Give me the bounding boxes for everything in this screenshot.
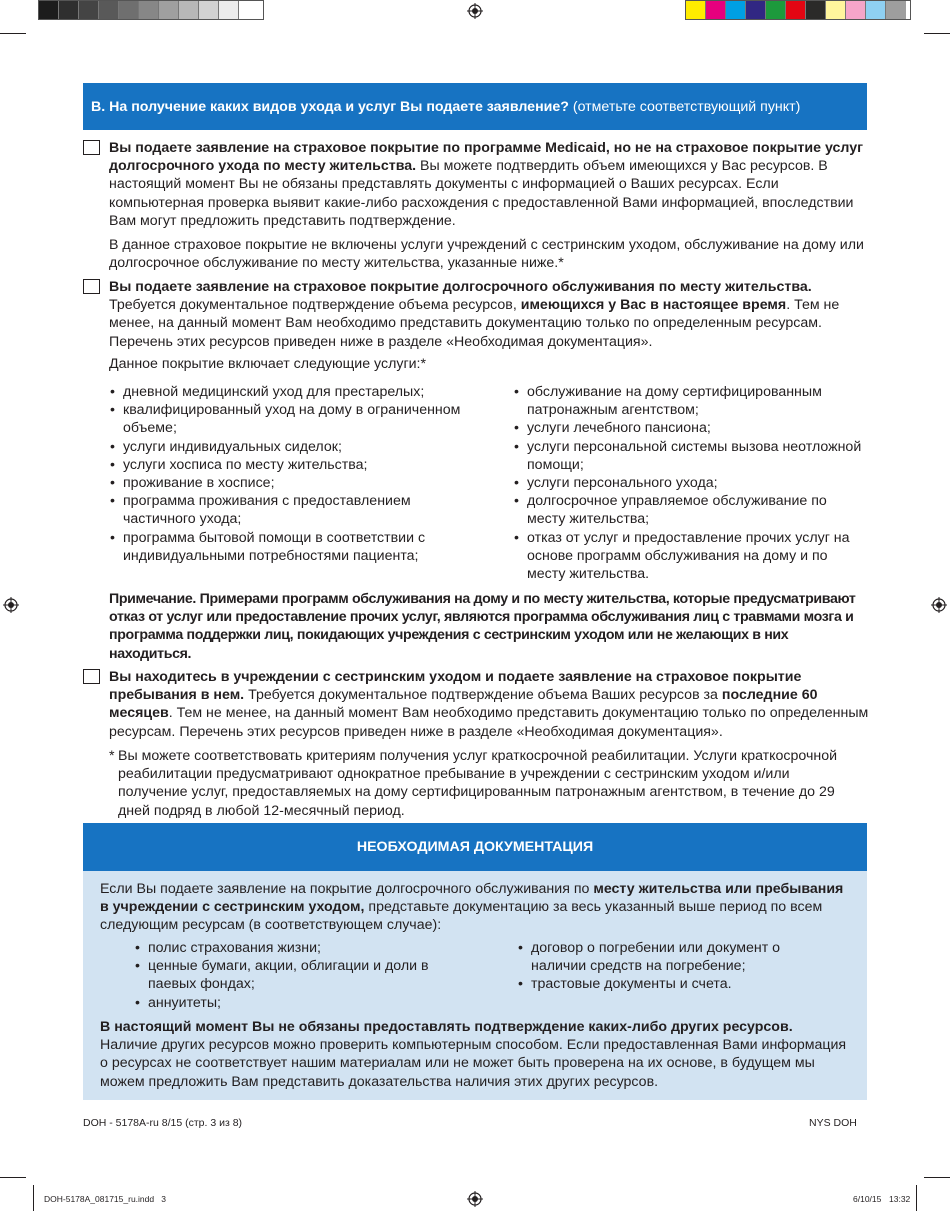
file-name: DOH-5178A_081715_ru.indd 3 bbox=[44, 1194, 166, 1204]
form-id: DOH - 5178A-ru 8/15 (стр. 3 из 8) bbox=[83, 1117, 243, 1129]
service-item: • квалифицированный уход на дому в ограниченном объеме; bbox=[109, 401, 479, 437]
service-item: • обслуживание на дому сертифицированным патронажным агентством; bbox=[513, 383, 869, 419]
service-item: • услуги индивидуальных сиделок; bbox=[109, 438, 479, 456]
footnote-mark: * bbox=[109, 748, 115, 764]
option-community-care-checkbox[interactable] bbox=[83, 279, 100, 294]
service-item: • услуги персонального ухода; bbox=[513, 474, 869, 492]
color-swatch bbox=[866, 1, 886, 19]
print-date: 6/10/15 bbox=[853, 1194, 882, 1204]
document-item: • полис страхования жизни; bbox=[134, 939, 464, 957]
document-item: • ценные бумаги, акции, облигации и доли в паевых фондах; bbox=[134, 957, 464, 993]
service-item: • услуги персональной системы вызова неотложной помощи; bbox=[513, 438, 869, 474]
service-item: • проживание в хосписе; bbox=[109, 474, 479, 492]
color-swatch bbox=[686, 1, 706, 19]
registration-mark-icon bbox=[931, 597, 947, 613]
crop-mark bbox=[916, 1185, 917, 1211]
color-swatch bbox=[39, 1, 59, 19]
section-b-title: B. На получение каких видов ухода и услуг Вы подаете заявление? (отметьте соответствующий пункт) bbox=[91, 98, 801, 115]
section-b-header bbox=[83, 83, 867, 130]
services-note: Примечание. Примерами программ обслуживания на дому и по месту жительства, которые предусматривают отказ от услуг или предоставление прочих услуг, являются программа обслуживания лиц с травмами мозга и программа поддержки лиц, покидающих учреждения с сестринским уходом или не желающих в них находиться. bbox=[109, 591, 856, 662]
services-list-left bbox=[109, 383, 479, 565]
service-item: • программа бытовой помощи в соответствии с индивидуальными потребностями пациента; bbox=[109, 529, 479, 565]
color-swatch bbox=[806, 1, 826, 19]
color-swatch bbox=[219, 1, 239, 19]
color-swatch bbox=[786, 1, 806, 19]
registration-mark-icon bbox=[467, 3, 483, 19]
documentation-closing: В настоящий момент Вы не обязаны предоставлять подтверждение каких-либо других ресурсов. Наличие других ресурсов можно проверить компьютерным способом. Если предоставленная Вами информация о ресурсах не соответствует нашим материалам или не может быть проверена на их основе, в будущем мы можем предложить Вам представить доказательства наличия этих других ресурсов. bbox=[100, 1019, 847, 1090]
option-nursing-home-checkbox[interactable] bbox=[83, 669, 100, 684]
color-swatch bbox=[846, 1, 866, 19]
color-swatch bbox=[79, 1, 99, 19]
documentation-list-right bbox=[517, 939, 817, 994]
color-swatch bbox=[159, 1, 179, 19]
documentation-title: НЕОБХОДИМАЯ ДОКУМЕНТАЦИЯ bbox=[356, 839, 594, 855]
color-swatch bbox=[239, 1, 259, 19]
color-swatch bbox=[886, 1, 906, 19]
registration-mark-icon bbox=[467, 1191, 483, 1207]
color-swatch bbox=[139, 1, 159, 19]
service-item: • услуги лечебного пансиона; bbox=[513, 419, 869, 437]
crop-mark bbox=[0, 1177, 26, 1178]
services-list-right bbox=[513, 383, 869, 583]
service-item: • долгосрочное управляемое обслуживание по месту жительства; bbox=[513, 492, 869, 528]
documentation-list-left bbox=[134, 939, 464, 1012]
crop-mark bbox=[924, 33, 950, 34]
documentation-intro: Если Вы подаете заявление на покрытие долгосрочного обслуживания по месту жительства или пребывания в учреждении с сестринским уходом, представьте документацию за весь указанный выше период по всем следующим ресурсам (в соответствующем случае): bbox=[100, 881, 844, 934]
option-nursing-home-text: Вы находитесь в учреждении с сестринским уходом и подаете заявление на страховое покрытие пребывания в нем. Требуется документальное подтверждение объема Ваших ресурсов за последние 60 месяцев. Тем не менее, на данный момент Вам необходимо представить документацию только по определенным ресурсам. Перечень этих ресурсов приведен ниже в разделе «Необходимая документация». bbox=[109, 669, 869, 740]
option-community-care-text: Вы подаете заявление на страховое покрытие долгосрочного обслуживания по месту жительства. Требуется документальное подтверждение объема ресурсов, имеющихся у Вас в настоящее время. Тем не менее, на данный момент Вам необходимо представить документацию только по определенным ресурсам. Перечень этих ресурсов приведен ниже в разделе «Необходимая документация». bbox=[109, 279, 840, 350]
service-item: • дневной медицинский уход для престарелых; bbox=[109, 383, 479, 401]
registration-mark-icon bbox=[3, 597, 19, 613]
grayscale-color-bar bbox=[38, 0, 264, 20]
service-item: • программа проживания с предоставлением частичного ухода; bbox=[109, 492, 479, 528]
color-swatch bbox=[706, 1, 726, 19]
color-swatch bbox=[726, 1, 746, 19]
service-item: • отказ от услуг и предоставление прочих услуг на основе программ обслуживания на дому и по месту жительства. bbox=[513, 529, 869, 584]
document-item: • договор о погребении или документ о наличии средств на погребение; bbox=[517, 939, 817, 975]
color-swatch bbox=[199, 1, 219, 19]
documentation-header bbox=[83, 823, 867, 871]
process-color-bar bbox=[685, 0, 911, 20]
color-swatch bbox=[766, 1, 786, 19]
option-medicaid-note: В данное страховое покрытие не включены услуги учреждений с сестринским уходом, обслуживание на дому или долгосрочное обслуживание по месту жительства, указанные ниже.* bbox=[109, 237, 864, 272]
color-swatch bbox=[119, 1, 139, 19]
agency-label: NYS DOH bbox=[809, 1117, 857, 1129]
crop-mark bbox=[33, 1185, 34, 1211]
document-item: • трастовые документы и счета. bbox=[517, 975, 817, 993]
service-item: • услуги хосписа по месту жительства; bbox=[109, 456, 479, 474]
footnote-text: Вы можете соответствовать критериям получения услуг краткосрочной реабилитации. Услуги краткосрочной реабилитации предусматривают однократное пребывание в учреждении с сестринским уходом и/или получение услуг, предоставляемых на дому сертифицированным патронажным агентством, в течение до 29 дней подряд в любой 12-месячный период. bbox=[118, 748, 838, 819]
option-medicaid-checkbox[interactable] bbox=[83, 140, 100, 155]
document-item: • аннуитеты; bbox=[134, 994, 464, 1012]
crop-mark bbox=[0, 33, 26, 34]
color-swatch bbox=[59, 1, 79, 19]
services-intro: Данное покрытие включает следующие услуги:* bbox=[109, 356, 427, 372]
color-swatch bbox=[746, 1, 766, 19]
crop-mark bbox=[924, 1177, 950, 1178]
color-swatch bbox=[179, 1, 199, 19]
color-swatch bbox=[826, 1, 846, 19]
print-time: 13:32 bbox=[889, 1194, 911, 1204]
color-swatch bbox=[99, 1, 119, 19]
option-medicaid-text: Вы подаете заявление на страховое покрытие по программе Medicaid, но не на страховое покрытие услуг долгосрочного ухода по месту жительства. Вы можете подтвердить объем имеющихся у Вас ресурсов. В настоящий момент Вы не обязаны представлять документы с информацией о Ваших ресурсах. Если компьютерная проверка выявит какие-либо расхождения с предоставленной Вами информацией, впоследствии Вам могут предложить представить подтверждение. bbox=[109, 140, 864, 229]
